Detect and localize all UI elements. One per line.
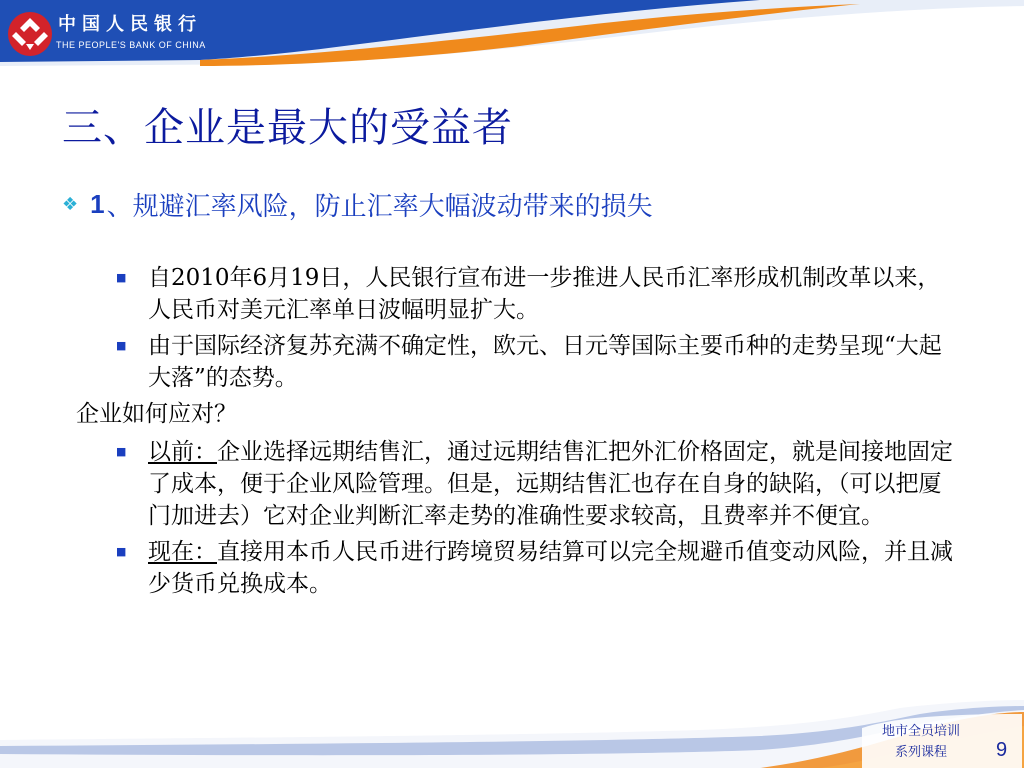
square-bullet-icon: ■ [116,545,127,558]
list-item [112,262,962,326]
square-bullet-icon: ■ [116,271,127,284]
level1-point [62,186,653,223]
level1-number: 1 [90,189,105,219]
bullet-text: 自2010年6月19日，人民银行宣布进一步推进人民币汇率形成机制改革以来，人民币对美元汇率单日波幅明显扩大。 [148,265,941,323]
pboc-logo-icon [6,10,54,58]
bank-name-cn: 中国人民银行 [58,14,202,35]
footer-caption [866,721,976,763]
footer-line2: 系列课程 [894,745,947,760]
bullet-text: 由于国际经济复苏充满不确定性，欧元、日元等国际主要币种的走势呈现“大起大落”的态势。 [148,333,942,391]
list-item [112,330,962,394]
list-item [112,536,962,600]
bullet-text: 企业选择远期结售汇，通过远期结售汇把外汇价格固定，就是间接地固定了成本，便于企业风险管理。但是，远期结售汇也存在自身的缺陷，（可以把厦门加进去）它对企业判断汇率走势的准确性要求较高，且费率并不便宜。 [148,439,953,529]
question-text: 企业如何应对？ [76,401,237,427]
footer-line1: 地市全员培训 [881,724,960,739]
level1-text: 、规避汇率风险，防止汇率大幅波动带来的损失 [106,192,653,222]
bullet-label: 现在： [148,539,217,565]
slide-title: 三、企业是最大的受益者 [62,105,513,151]
square-bullet-icon: ■ [116,445,127,458]
bullet-label: 以前： [148,439,217,465]
diamond-bullet-icon: ❖ [62,194,79,215]
bank-name-en: THE PEOPLE'S BANK OF CHINA [56,40,206,50]
page-number: 9 [996,739,1008,761]
slide-body [76,262,962,604]
square-bullet-icon: ■ [116,339,127,352]
list-item [112,436,962,532]
bullet-text: 直接用本币人民币进行跨境贸易结算可以完全规避币值变动风险，并且减少货币兑换成本。 [148,539,953,597]
